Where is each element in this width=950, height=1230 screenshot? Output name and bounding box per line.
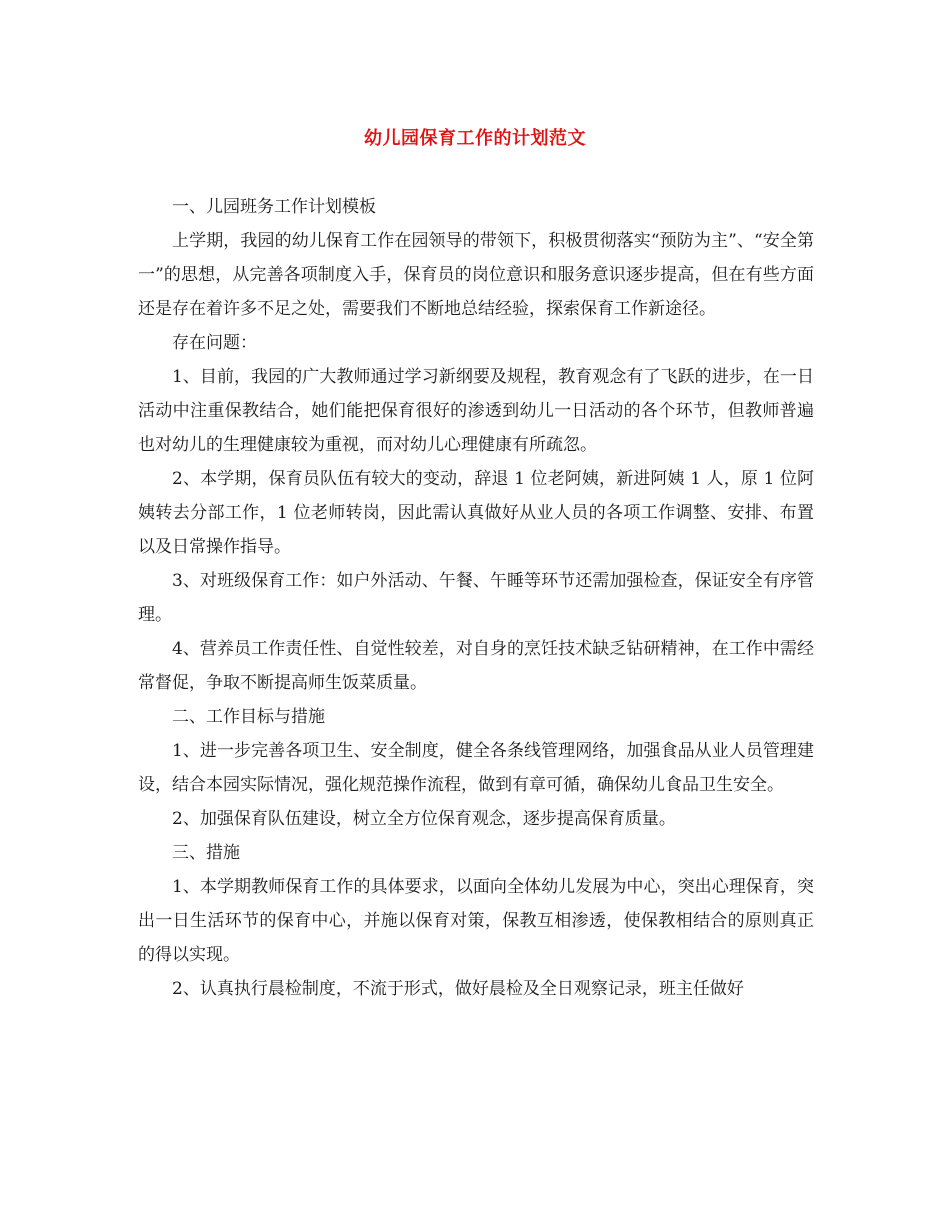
measure-item-2: 2、认真执行晨检制度，不流于形式，做好晨检及全日观察记录，班主任做好 bbox=[172, 979, 744, 999]
measure-item-1: 1、本学期教师保育工作的具体要求，以面向全体幼儿发展为中心，突出心理保育，突出一日生活环节的保育中心，并施以保育对策，保教互相渗透，使保教相结合的原则真正的得以实现。 bbox=[138, 877, 814, 965]
section-heading-3: 三、措施 bbox=[172, 843, 240, 863]
problem-item-1: 1、目前，我园的广大教师通过学习新纲要及规程，教育观念有了飞跃的进步，在一日活动中注重保教结合，她们能把保育很好的渗透到幼儿一日活动的各个环节，但教师普遍也对幼儿的生理健康较为重视，而对幼儿心理健康有所疏忽。 bbox=[138, 367, 814, 455]
problem-item-2: 2、本学期，保育员队伍有较大的变动，辞退 1 位老阿姨，新进阿姨 1 人，原 1 位阿姨转去分部工作，1 位老师转岗，因此需认真做好从业人员的各项工作调整、安排、布置以及日常操作指导。 bbox=[138, 469, 814, 557]
problem-item-3: 3、对班级保育工作：如户外活动、午餐、午睡等环节还需加强检查，保证安全有序管理。 bbox=[138, 571, 814, 625]
document-title: 幼儿园保育工作的计划范文 bbox=[364, 128, 586, 149]
problems-heading: 存在问题： bbox=[172, 333, 257, 353]
problem-item-4: 4、营养员工作责任性、自觉性较差，对自身的烹饪技术缺乏钻研精神，在工作中需经常督促，争取不断提高师生饭菜质量。 bbox=[138, 639, 814, 693]
section-heading-2: 二、工作目标与措施 bbox=[172, 707, 325, 727]
section-heading-1: 一、儿园班务工作计划模板 bbox=[172, 197, 376, 217]
goal-item-1: 1、进一步完善各项卫生、安全制度，健全各条线管理网络，加强食品从业人员管理建设，结合本园实际情况，强化规范操作流程，做到有章可循，确保幼儿食品卫生安全。 bbox=[138, 741, 814, 795]
goal-item-2: 2、加强保育队伍建设，树立全方位保育观念，逐步提高保育质量。 bbox=[172, 809, 676, 829]
document-body bbox=[138, 190, 814, 1006]
paragraph-intro: 上学期，我园的幼儿保育工作在园领导的带领下，积极贯彻落实“预防为主”、“安全第一”的思想，从完善各项制度入手，保育员的岗位意识和服务意识逐步提高，但在有些方面还是存在着许多不足之处，需要我们不断地总结经验，探索保育工作新途径。 bbox=[138, 231, 814, 319]
